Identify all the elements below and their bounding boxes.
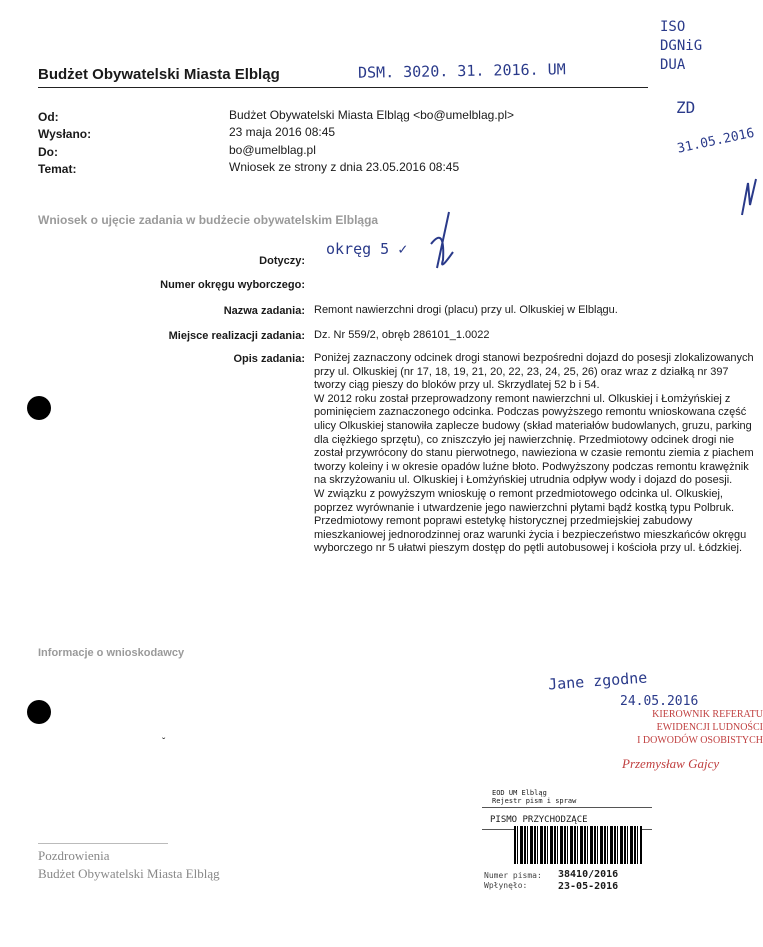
handwritten-initials: ZD xyxy=(676,98,696,117)
referat-stamp: KIEROWNIK REFERATU EWIDENCJI LUDNOŚCI I DOWODÓW OSOBISTYCH xyxy=(637,709,763,746)
registry-doc-type: PISMO PRZYCHODZĄCE xyxy=(490,815,588,825)
location-value: Dz. Nr 559/2, obręb 286101_1.0022 xyxy=(314,329,490,341)
barcode xyxy=(514,826,642,864)
district-label: Numer okręgu wyborczego: xyxy=(160,279,305,291)
punch-hole xyxy=(27,700,51,724)
registry-divider xyxy=(482,807,652,808)
description-paragraph: Poniżej zaznaczony odcinek drogi stanowi bezpośredni dojazd do posesji zlokalizowanych przy ul. Olkuskiej (nr 17, 18, 19, 21, 20, 22, 23, 24, 25, 26) oraz wraz z działką nr 397 tworzy ciąg pieszy do bloków przy ul. Skrzydlatej 52 b i 54. xyxy=(314,352,754,392)
applicant-section-title: Informacje o wnioskodawcy xyxy=(38,647,185,659)
registry-values: 38410/2016 23-05-2016 xyxy=(558,869,619,892)
from-value: Budżet Obywatelski Miasta Elbląg <bo@umelblag.pl> xyxy=(229,108,514,122)
closing-greeting: Pozdrowienia xyxy=(38,848,110,863)
description-label: Opis zadania: xyxy=(233,353,305,365)
closing-signature: Budżet Obywatelski Miasta Elbląg xyxy=(38,866,220,881)
handwritten-approval-date: 24.05.2016 xyxy=(620,694,699,709)
registry-labels: Numer pisma: Wpłynęło: xyxy=(484,871,542,890)
concerns-label: Dotyczy: xyxy=(259,255,305,267)
handwritten-routing: ISO DGNiG DUA xyxy=(660,19,703,73)
description-text xyxy=(314,352,756,556)
handwritten-signature-mark xyxy=(738,175,760,223)
registry-org: EOD UM Elbląg Rejestr pism i spraw xyxy=(492,789,577,805)
location-label: Miejsce realizacji zadania: xyxy=(168,330,305,342)
subject-value: Wniosek ze strony z dnia 23.05.2016 08:45 xyxy=(229,160,460,174)
signature-divider xyxy=(38,843,168,844)
document-title: Budżet Obywatelski Miasta Elbląg xyxy=(38,66,280,83)
handwritten-date-right: 31.05.2016 xyxy=(676,125,756,157)
sent-label: Wysłano: xyxy=(38,127,92,141)
description-paragraph: W 2012 roku został przeprowadzony remont nawierzchni ul. Olkuskiej i Łomżyńskiej z pominięciem zaznaczonego odcinka. Podczas powyższego remontu wnioskowana część ulicy Olkuskiej stanowiła zaplecze budowy (skład materiałów budowlanych, gruzu, parking dla ciężkiego sprzętu), co zniszczyło jej nawierzchnię. Przedmiotowy odcinek drogi nie został przywrócony do stanu pierwotnego, nawieziona w czasie remontu ziemia z piachem tworzy koleiny i w okresie opadów luźne błoto. Podwyższony podczas remontu krawężnik na skrzyżowaniu ul. Olkuskiej i Łomżyńskiej utrudnia odpływ wody i dojazd do posesji. xyxy=(314,392,754,487)
handwritten-approval: Jane zgodne xyxy=(547,668,648,694)
from-label: Od: xyxy=(38,110,59,124)
to-label: Do: xyxy=(38,145,58,159)
punch-hole xyxy=(27,396,51,420)
referat-stamp-name: Przemysław Gajcy xyxy=(622,756,720,771)
concerns-handwritten: okręg 5 ✓ xyxy=(326,240,408,258)
description-paragraph: W związku z powyższym wnioskuję o remont przedmiotowego odcinka ul. Olkuskiej, poprzez wyrównanie i utwardzenie jego nawierzchni płytami bądź kostką typu Polbruk. Przedmiotowy remont poprawi estetykę historycznej przedmiejskiej zabudowy mieszkaniowej jednorodzinnej oraz warunki życia i bezpieczeństwo mieszkańców okręgu wyborczego nr 5 ułatwi pieszym dostęp do pętli autobusowej i kościoła przy ul. Łódzkiej. xyxy=(314,487,747,555)
stray-mark: ˇ xyxy=(162,737,166,748)
handwritten-reference: DSM. 3020. 31. 2016. UM xyxy=(357,60,566,82)
subject-label: Temat: xyxy=(38,162,77,176)
header-divider xyxy=(38,87,648,88)
task-name-label: Nazwa zadania: xyxy=(223,305,305,317)
task-name-value: Remont nawierzchni drogi (placu) przy ul. Olkuskiej w Elblągu. xyxy=(314,304,618,316)
to-value: bo@umelblag.pl xyxy=(229,143,316,157)
handwritten-initial-mark xyxy=(425,208,457,278)
form-section-title: Wniosek o ujęcie zadania w budżecie obywatelskim Elbląga xyxy=(38,213,379,227)
sent-value: 23 maja 2016 08:45 xyxy=(229,125,336,139)
